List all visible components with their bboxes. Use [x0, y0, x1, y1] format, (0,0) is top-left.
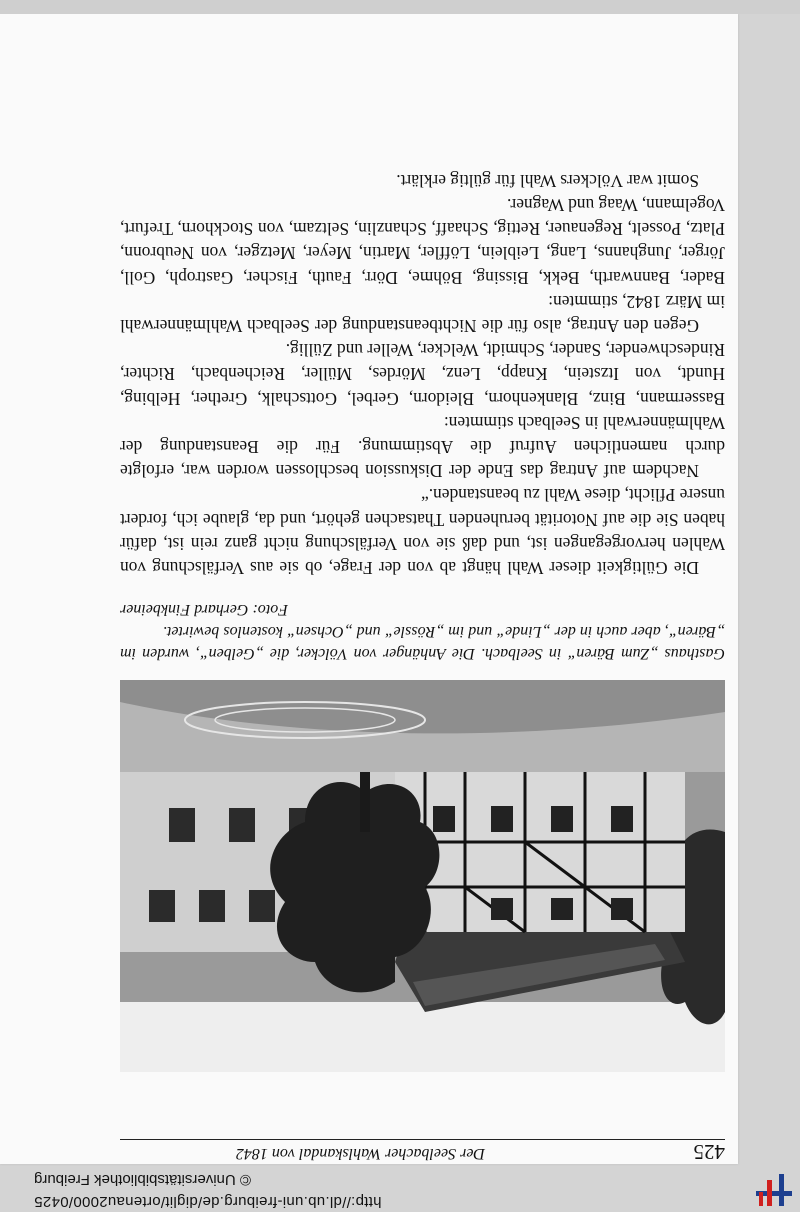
body-text — [120, 169, 725, 580]
photo-credit: Foto: Gerhard Finkbeiner — [120, 601, 288, 618]
caption-text: Gasthaus „Zum Bären“ in Seelbach. Die Anhänger von Völcker, die „Gelben“, wurden im „Bären“, aber auch in der „Linde“ und im „Rössle“ und „Ochsen“ kostenlos bewirtet. — [120, 623, 725, 662]
viewer-footer-bar — [0, 0, 800, 14]
library-logo-icon — [752, 1170, 796, 1212]
viewer-header-bar — [0, 1166, 800, 1212]
paragraph: Gegen den Antrag, also für die Nichtbeanstandung der Seelbach Wahlmännerwahl im März 1842, stimmten: — [120, 291, 725, 336]
document-url-link[interactable]: http://dl.ub.uni-freiburg.de/diglit/ortenau2000/0425 — [34, 1193, 382, 1210]
paragraph: Die Gültigkeit dieser Wahl hängt ab von der Frage, ob sie aus Verfälschung von Wahlen hervorgegangen ist, und daß sie von Verfälschung nicht ganz rein ist, dafür haben Sie die auf Notorität beruhenden Thatsachen gehört, und da, glaube ich, fordert unsere Pflicht, diese Wahl zu beanstanden.“ — [120, 485, 725, 578]
copyright-holder: © Universitätsbibliothek Freiburg — [34, 1171, 251, 1188]
page-number: 425 — [693, 1140, 725, 1164]
paragraph: Bassermann, Binz, Blankenhorn, Bleidorn, Gerbel, Gottschalk, Grether, Helbing, Hundt, von Itzstein, Knapp, Lenz, Mördes, Müller, Reichenbach, Richter, Rindeschwender, Sander, Schmidt, Welcker, Weller und Züllig. — [120, 340, 725, 409]
running-head-title: Der Seelbacher Wahlskandal von 1842 — [235, 1145, 485, 1162]
running-head — [120, 1139, 725, 1164]
paragraph: Somit war Völckers Wahl für gültig erklärt. — [396, 170, 699, 191]
inn-photograph — [120, 680, 725, 1072]
paragraph: Bader, Bannwarth, Bekk, Bissing, Böhme, Dörr, Fauth, Fischer, Gastroph, Goll, Jörger, Junghanns, Lang, Leiblein, Löffler, Martin, Meyer, Metzger, von Neubronn, Platz, Posselt, Regenauer, Rettig, Schaaff, Schanzlin, Seltzam, von Stockhorn, Trefurt, Vogelmann, Waag und Wagner. — [120, 194, 725, 288]
photo-caption — [120, 598, 725, 664]
paragraph: Nachdem auf Antrag das Ende der Diskussion beschlossen worden war, erfolgte durch namentlichen Aufruf die Abstimmung. Für die Beanstandung der Wahlmännerwahl in Seelbach stimmten: — [120, 412, 725, 482]
